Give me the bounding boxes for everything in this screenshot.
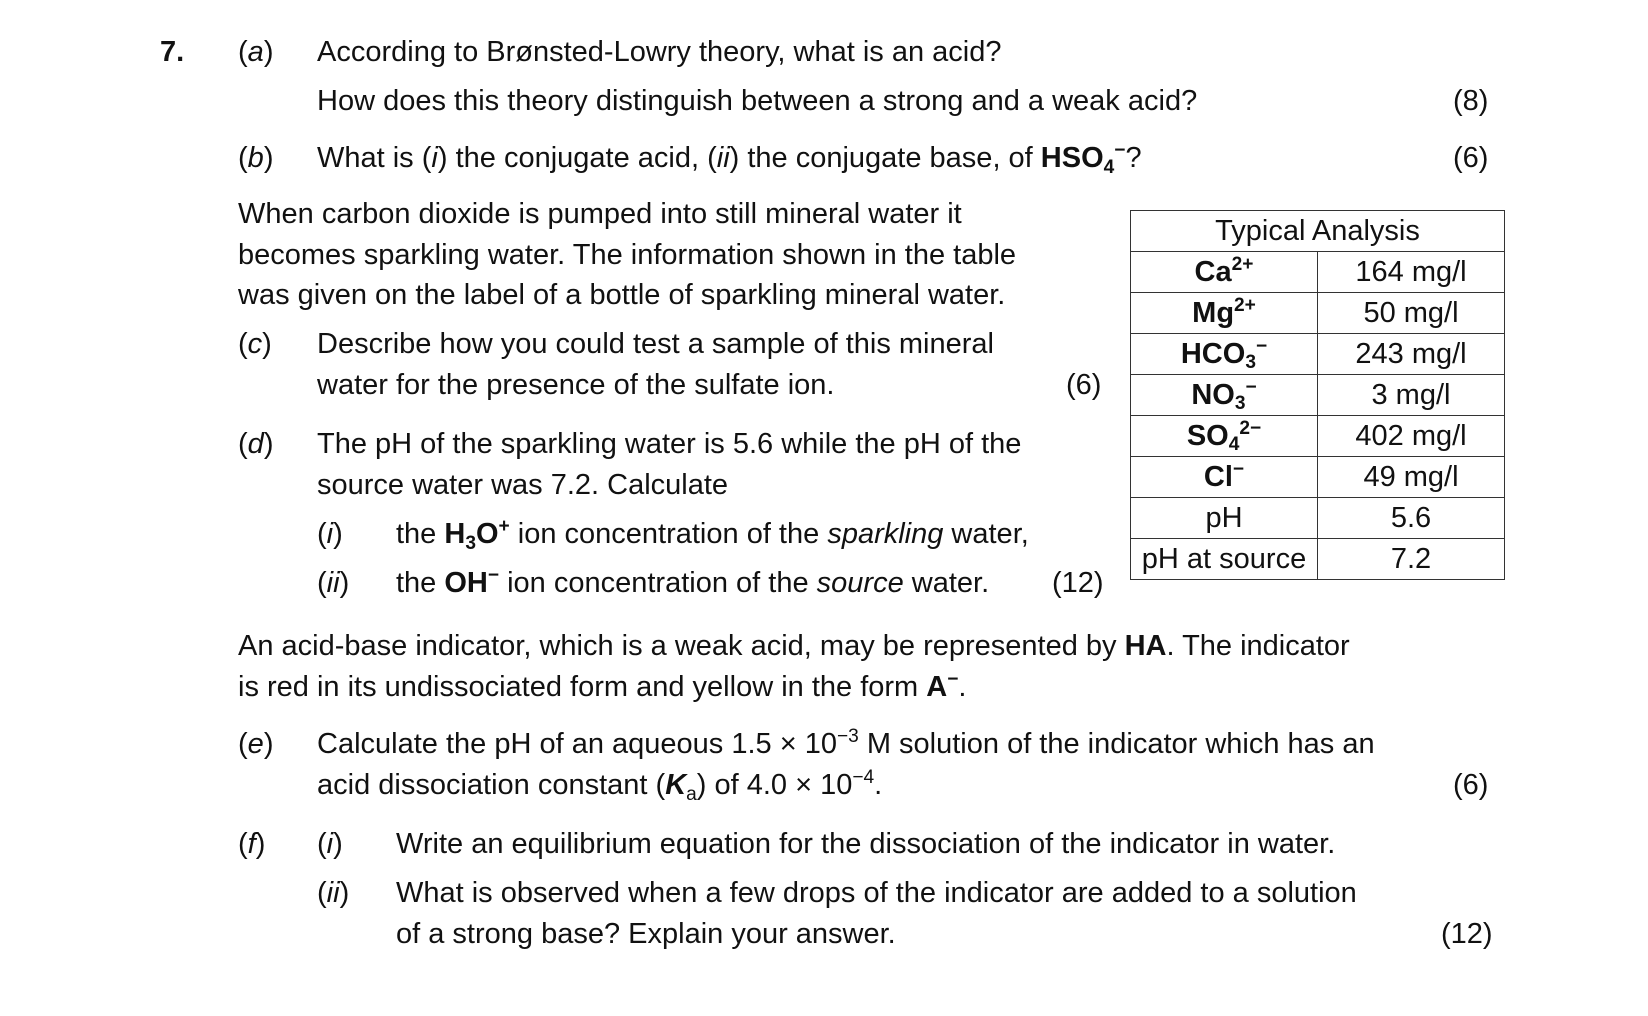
ion-cell: $NO_3^-$ — [1131, 375, 1318, 416]
part-d-label: (d) — [238, 428, 274, 460]
intro-line3: was given on the label of a bottle of sparkling mineral water. — [238, 279, 1006, 311]
part-c-label: (c) — [238, 328, 272, 360]
intro-line2: becomes sparkling water. The information shown in the table — [238, 239, 1017, 271]
value-cell: 164 mg/l — [1318, 252, 1505, 293]
indicator-intro-line1: An acid-base indicator, which is a weak acid, may be represented by HA. The indicator — [238, 630, 1350, 662]
ion-cell: $SO_4^{2-}$ — [1131, 416, 1318, 457]
part-f-i-text: Write an equilibrium equation for the dissociation of the indicator in water. — [396, 828, 1336, 860]
value-cell: 3 mg/l — [1318, 375, 1505, 416]
part-d-i-text: the $H_3O^+$ ion concentration of the sparkling water, — [396, 516, 1029, 554]
part-f-i-label: (i) — [317, 828, 343, 860]
table-title: Typical Analysis — [1131, 211, 1505, 252]
part-f-ii-label: (ii) — [317, 877, 350, 909]
part-c-marks: (6) — [1066, 369, 1102, 401]
part-d-line2: source water was 7.2. Calculate — [317, 469, 729, 501]
part-a-line2: How does this theory distinguish between a strong and a weak acid? — [317, 85, 1198, 117]
ion-cell: Cl− — [1131, 457, 1318, 498]
ion-cell: $HCO_3^-$ — [1131, 334, 1318, 375]
part-e-line1: Calculate the pH of an aqueous $1.5 \times 10^{-3}$ M solution of the indicator which has an — [317, 726, 1375, 760]
part-e-label: (e) — [238, 728, 274, 760]
ph-label-cell: pH — [1131, 498, 1318, 539]
typical-analysis-table — [1130, 210, 1505, 580]
table-row — [1131, 498, 1505, 539]
part-f-marks: (12) — [1441, 918, 1493, 950]
value-cell: 50 mg/l — [1318, 293, 1505, 334]
value-cell: 49 mg/l — [1318, 457, 1505, 498]
table-row — [1131, 252, 1505, 293]
part-f-label: (f) — [238, 828, 266, 860]
ion-cell: $Ca^{2+}$ — [1131, 252, 1318, 293]
part-d-i-label: (i) — [317, 518, 343, 550]
question-number: 7. — [160, 36, 185, 68]
part-a-label: (a) — [238, 36, 274, 68]
table-row — [1131, 375, 1505, 416]
part-f-ii-line2: of a strong base? Explain your answer. — [396, 918, 896, 950]
h3o-formula: $H_3O^+$ — [444, 516, 510, 554]
intro-line1: When carbon dioxide is pumped into still mineral water it — [238, 198, 962, 230]
value-cell: 402 mg/l — [1318, 416, 1505, 457]
part-a-line1: According to Brønsted-Lowry theory, what is an acid? — [317, 36, 1002, 68]
table-row — [1131, 416, 1505, 457]
ph-value-cell: 5.6 — [1318, 498, 1505, 539]
part-d-ii-label: (ii) — [317, 567, 350, 599]
part-f-ii-line1: What is observed when a few drops of the indicator are added to a solution — [396, 877, 1357, 909]
ion-cell: $Mg^{2+}$ — [1131, 293, 1318, 334]
hso4-formula: $HSO_4^-$ — [1040, 140, 1126, 178]
table-row — [1131, 457, 1505, 498]
oh-formula: OH− — [444, 565, 500, 599]
ph-source-label-cell: pH at source — [1131, 539, 1318, 580]
part-c-line2: water for the presence of the sulfate ion. — [317, 369, 835, 401]
value-cell: 243 mg/l — [1318, 334, 1505, 375]
table-row — [1131, 334, 1505, 375]
part-b-text: What is (i) the conjugate acid, (ii) the conjugate base, of $HSO_4^-$? — [317, 140, 1142, 178]
indicator-intro-line2: is red in its undissociated form and yellow in the form A−. — [238, 669, 967, 703]
part-c-line1: Describe how you could test a sample of this mineral — [317, 328, 994, 360]
part-d-ii-text: the OH− ion concentration of the source water. — [396, 565, 990, 599]
ph-source-value-cell: 7.2 — [1318, 539, 1505, 580]
table-row — [1131, 293, 1505, 334]
part-b-label: (b) — [238, 142, 274, 174]
part-e-marks: (6) — [1453, 769, 1489, 801]
part-d-marks: (12) — [1052, 567, 1104, 599]
table-row — [1131, 539, 1505, 580]
part-d-line1: The pH of the sparkling water is 5.6 while the pH of the — [317, 428, 1022, 460]
part-b-marks: (6) — [1453, 142, 1489, 174]
part-e-line2: acid dissociation constant $(K_a)$ of $4.0 \times 10^{-4}$. — [317, 767, 883, 805]
part-a-marks: (8) — [1453, 85, 1489, 117]
